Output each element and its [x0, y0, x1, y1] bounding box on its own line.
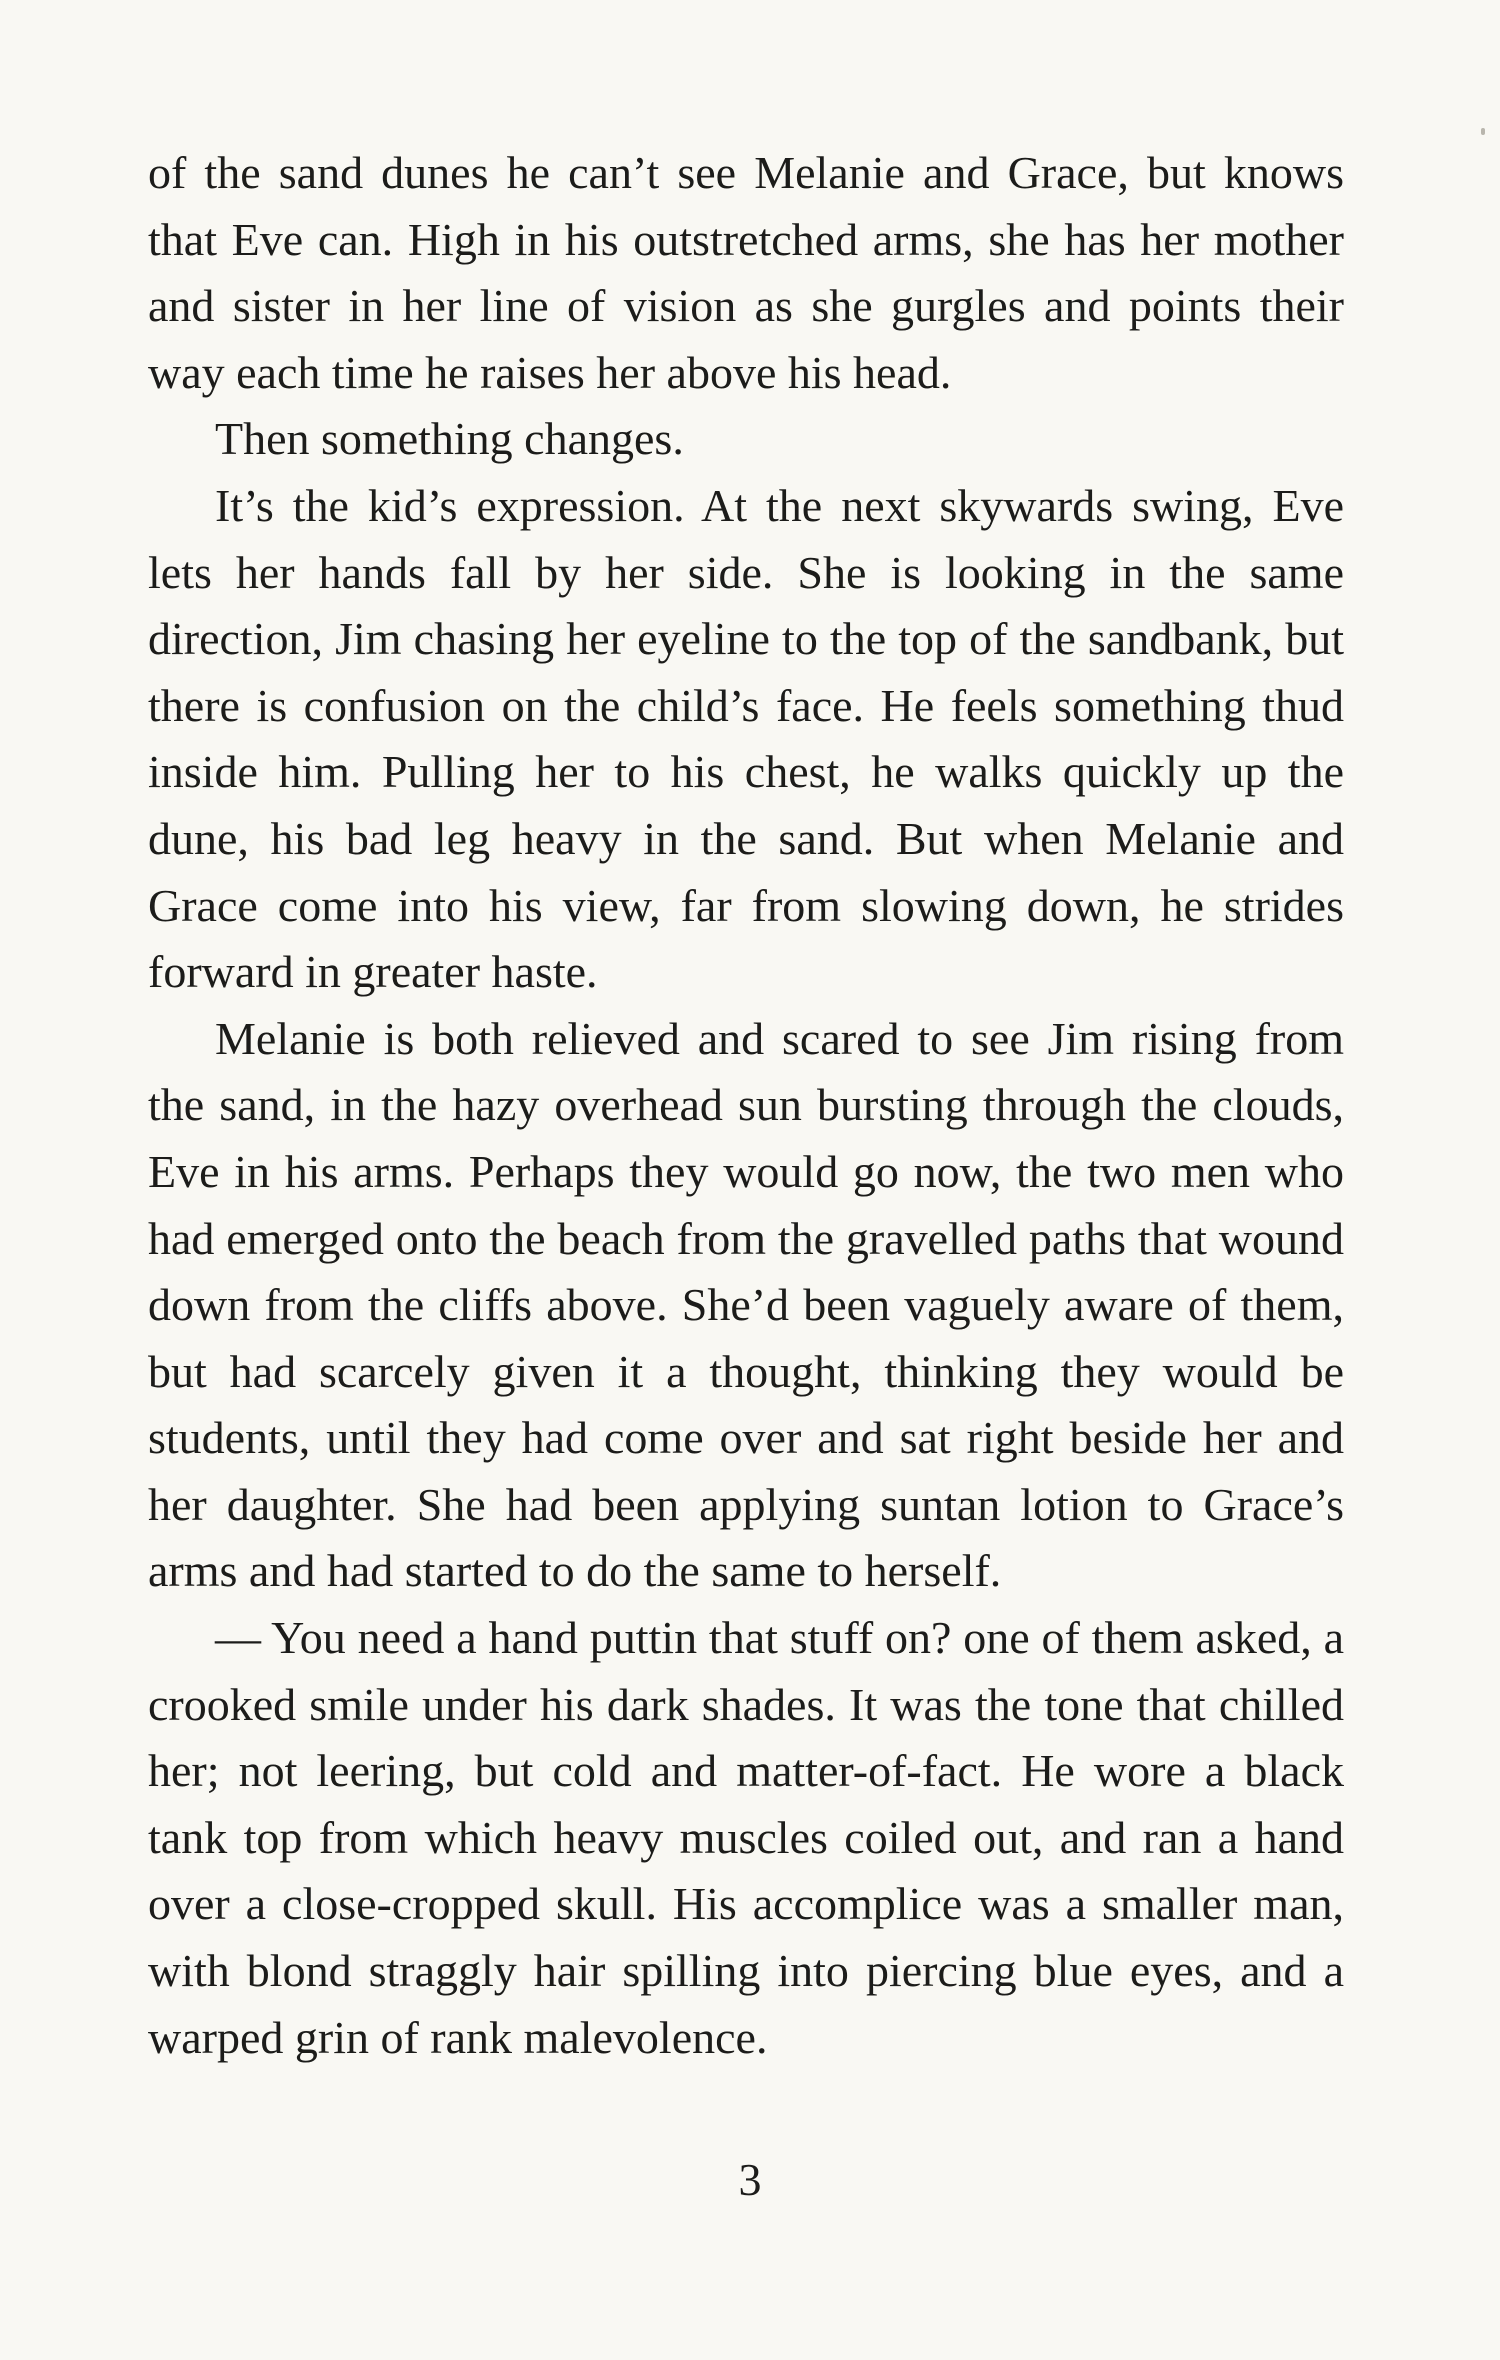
paragraph-dialogue: — You need a hand puttin that stuff on? one of them asked, a crooked smile under his dark shades. It was the tone that chilled her; not leering, but cold and matter-of-fact. He wore a black tank top from which heavy muscles coiled out, and ran a hand over a close-cropped skull. His accomplice was a smaller man, with blond straggly hair spilling into piercing blue eyes, and a warped grin of rank malevolence.	[148, 1612, 1344, 2063]
paper-speck	[1481, 128, 1485, 135]
body-text	[148, 140, 1344, 2071]
paragraph: It’s the kid’s expression. At the next skywards swing, Eve lets her hands fall by her side. She is looking in the same direction, Jim chasing her eyeline to the top of the sandbank, but there is confusion on the child’s face. He feels something thud inside him. Pulling her to his chest, he walks quickly up the dune, his bad leg heavy in the sand. But when Melanie and Grace come into his view, far from slowing down, he strides forward in greater haste.	[148, 479, 1344, 998]
page-number: 3	[738, 2154, 762, 2205]
paragraph: Then something changes.	[215, 413, 684, 465]
paragraph-continuation: of the sand dunes he can’t see Melanie and Grace, but knows that Eve can. High in his outstretched arms, she has her mother and sister in her line of vision as she gurgles and points their way each time he raises her above his head.	[148, 147, 1344, 398]
paragraph: Melanie is both relieved and scared to see Jim rising from the sand, in the hazy overhead sun bursting through the clouds, Eve in his arms. Perhaps they would go now, the two men who had emerged onto the beach from the gravelled paths that wound down from the cliffs above. She’d been vaguely aware of them, but had scarcely given it a thought, thinking they would be students, until they had come over and sat right beside her and her daughter. She had been applying suntan lotion to Grace’s arms and had started to do the same to herself.	[148, 1012, 1344, 1597]
